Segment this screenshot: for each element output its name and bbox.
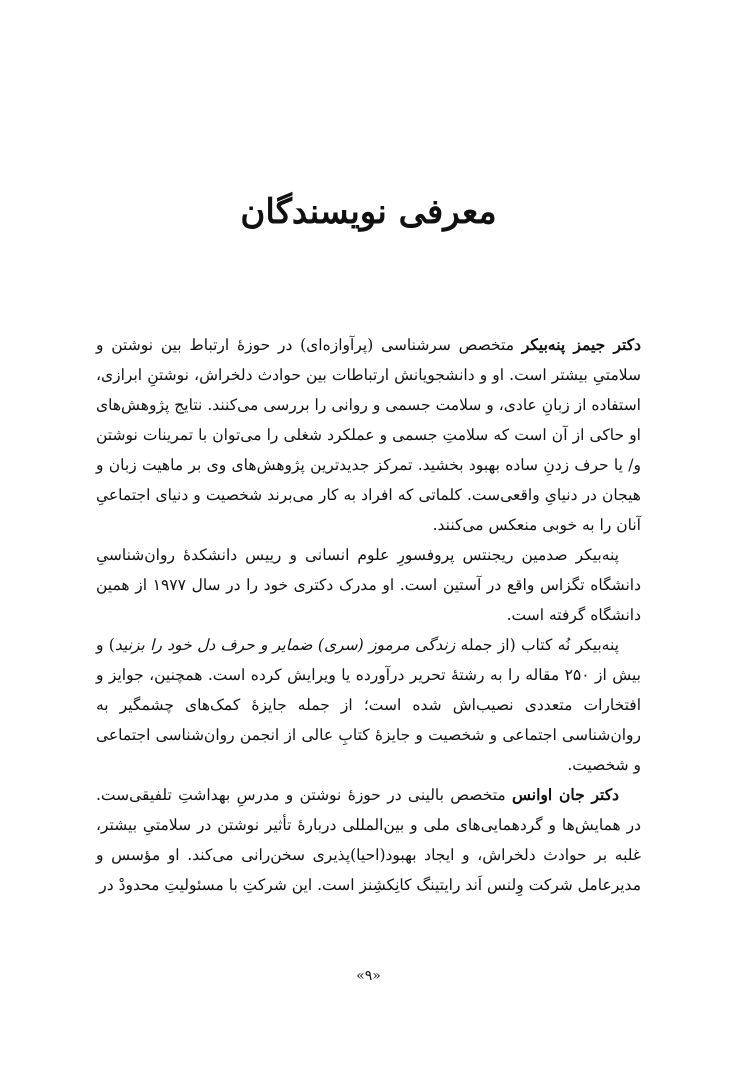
paragraph-text: متخصص سرشناسی (پرآوازه‌ای) در حوزهٔ ارتباط بین نوشتن و سلامتیِ بیشتر است. او و دانشجویانش ارتباطات بین حوادث دلخراش، نوشتنِ ابرازی، استفاده از زبانِ عادی، و سلامت جسمی و روانی را بررسی می‌کنند. نتایج پژوهش‌های او حاکی از آن است که سلامتِ جسمی و عملکرد شغلی را می‌توان با تمرینات نوشتن و/ یا حرف زدنِ ساده بهبود بخشید. تمرکز جدیدترین پژوهش‌های وی بر ماهیت زبان و هیجان در دنیایِ واقعی‌ست. کلماتی که افراد به کار می‌برند شخصیت و دنیای اجتماعیِ آنان را به خوبی منعکس می‌کنند. (96, 336, 641, 534)
paragraph-evans-bio (96, 780, 641, 900)
paragraph-pennebaker-books (96, 630, 641, 780)
book-titles: زندگی مرموز (سری) ضمایر و حرف دل خود را بزنید (114, 636, 456, 654)
paragraph-pennebaker-position (96, 540, 641, 630)
paragraph-text: متخصص بالینی در حوزهٔ نوشتن و مدرسِ بهداشتِ تلفیقی‌ست. در همایش‌ها و گردهمایی‌های ملی و بین‌المللی دربارهٔ تأثیر نوشتن در سلامتیِ بیشتر، غلبه بر حوادث دلخراش، و ایجاد بهبود(احیا)پذیری سخن‌رانی می‌کند. او مؤسس و مدیرعامل شرکت وِلنس اَند رایتینگ کانِکشِنز است. این شرکتِ با مسئولیتِ محدودْ در (96, 786, 641, 894)
page-number: «۹» (356, 968, 381, 984)
paragraph-text: پنه‌بیکر نُه کتاب (از جمله (455, 636, 619, 654)
paragraph-text: پنه‌بیکر صدمین ریجنتس پروفسورِ علوم انسانی و رییس دانشکدهٔ روان‌شناسیِ دانشگاه تگزاس واقع در آستین است. او مدرک دکتری خود را در سال ۱۹۷۷ از همین دانشگاه گرفته است. (96, 546, 641, 624)
page-body (96, 330, 641, 900)
author-name-pennebaker: دکتر جیمز پنه‌بیکر (521, 335, 641, 354)
author-name-evans: دکتر جان اوانس (512, 785, 619, 804)
paragraph-pennebaker-bio (96, 330, 641, 540)
page-title: معرفی نویسندگان (240, 192, 497, 232)
paragraph-text: ) و بیش از ۲۵۰ مقاله را به رشتهٔ تحریر درآورده یا ویرایش کرده است. همچنین، جوایز و افتخارات متعددی نصیب‌اش شده است؛ از جمله جایزهٔ کمک‌های چشمگیر به روان‌شناسی اجتماعی و شخصیت و جایزهٔ کتابِ عالی از انجمن روان‌شناسی اجتماعی و شخصیت. (96, 636, 641, 774)
